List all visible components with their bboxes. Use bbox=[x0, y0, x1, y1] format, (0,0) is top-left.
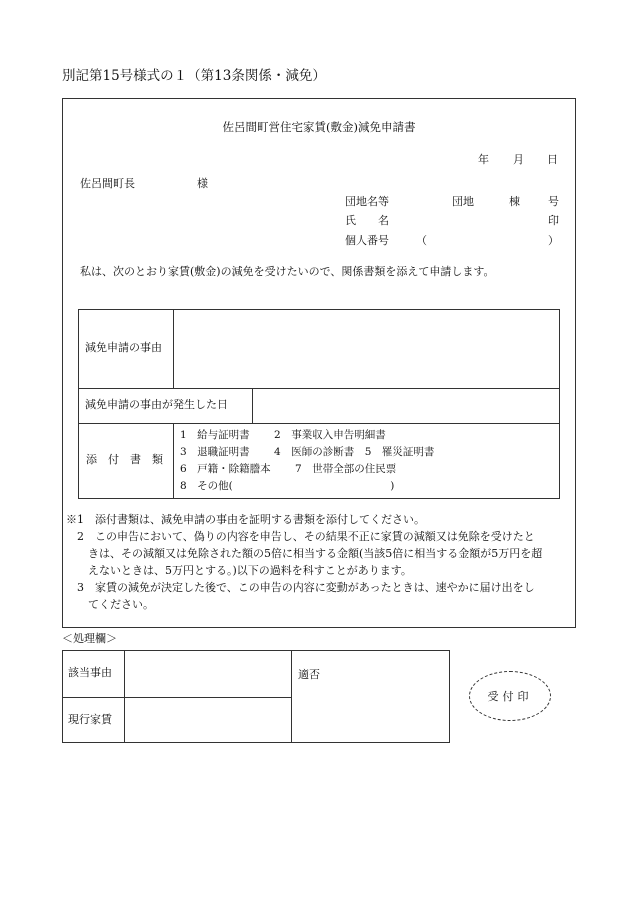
applicable-reason-label: 該当事由 bbox=[68, 666, 112, 679]
attachments-label: 添 付 書 類 bbox=[86, 453, 163, 466]
form-number-label: 別記第15号様式の１（第13条関係・減免） bbox=[62, 68, 326, 84]
table-divider bbox=[291, 650, 292, 743]
building-unit: 棟 bbox=[509, 195, 520, 208]
table-divider bbox=[62, 697, 291, 698]
current-rent-field[interactable] bbox=[126, 699, 290, 742]
table-divider bbox=[173, 423, 174, 499]
mynumber-paren-open: （ bbox=[416, 234, 427, 247]
application-statement: 私は、次のとおり家賃(敷金)の減免を受けたいので、関係書類を添えて申請します。 bbox=[80, 265, 495, 278]
note-line: 3 家賃の減免が決定した後で、この申告の内容に変動があったときは、速やかに届け出をし bbox=[66, 581, 535, 594]
date-year-label: 年 bbox=[478, 153, 489, 166]
applicant-name-label: 氏 名 bbox=[345, 214, 389, 227]
notes bbox=[66, 511, 542, 613]
approval-field[interactable] bbox=[293, 652, 448, 742]
approval-label: 適否 bbox=[298, 668, 320, 681]
reception-stamp-area bbox=[469, 671, 551, 721]
note-line: 2 この申告において、偽りの内容を申告し、その結果不正に家賃の減額又は免除を受けたと bbox=[66, 530, 535, 543]
room-unit: 号 bbox=[548, 195, 559, 208]
addressee-honorific: 様 bbox=[197, 177, 208, 190]
addressee-name: 佐呂間町長 bbox=[80, 177, 135, 190]
note-line: えないときは、5万円とする。)以下の過料を科すことがあります。 bbox=[66, 564, 412, 577]
complex-label: 団地名等 bbox=[345, 195, 389, 208]
complex-unit: 団地 bbox=[452, 195, 474, 208]
occurrence-date-field[interactable] bbox=[254, 390, 558, 422]
note-line: てください。 bbox=[66, 598, 154, 611]
attachment-list bbox=[180, 428, 434, 496]
table-divider bbox=[173, 309, 174, 388]
attachment-item: 6 戸籍・除籍謄本 7 世帯全部の住民票 bbox=[180, 463, 397, 475]
attachment-item: 3 退職証明書 4 医師の診断書 5 罹災証明書 bbox=[180, 446, 435, 458]
reason-label: 減免申請の事由 bbox=[85, 341, 162, 354]
seal-mark: 印 bbox=[548, 214, 559, 227]
table-divider bbox=[78, 423, 560, 424]
attachment-item: 1 給与証明書 2 事業収入申告明細書 bbox=[180, 429, 386, 441]
current-rent-label: 現行家賃 bbox=[68, 713, 112, 726]
applicable-reason-field[interactable] bbox=[126, 652, 290, 696]
form-title: 佐呂間町営住宅家賃(敷金)減免申請書 bbox=[222, 120, 416, 134]
table-divider bbox=[252, 388, 253, 423]
reason-field[interactable] bbox=[175, 311, 558, 387]
occurrence-date-label: 減免申請の事由が発生した日 bbox=[85, 398, 228, 411]
note-line: きは、その減額又は免除された額の5倍に相当する金額(当該5倍に相当する金額が5万円を超 bbox=[66, 547, 543, 560]
mynumber-paren-close: ） bbox=[548, 234, 559, 247]
date-month-label: 月 bbox=[513, 153, 524, 166]
attachment-item: 8 その他( ) bbox=[180, 480, 395, 492]
processing-section-label: ＜処理欄＞ bbox=[62, 632, 117, 645]
table-divider bbox=[78, 388, 560, 389]
note-line: ※1 添付書類は、減免申請の事由を証明する書類を添付してください。 bbox=[66, 513, 425, 526]
date-day-label: 日 bbox=[547, 153, 558, 166]
mynumber-label: 個人番号 bbox=[345, 234, 389, 247]
reception-stamp-label: 受付印 bbox=[487, 690, 533, 703]
